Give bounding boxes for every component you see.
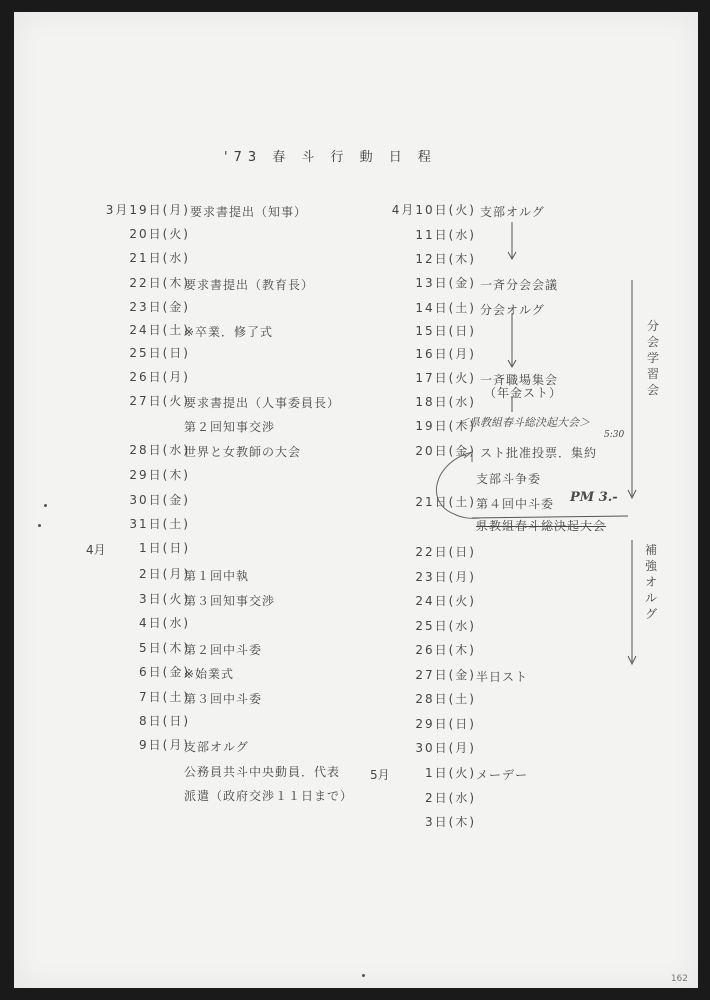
event-apr17-b: （年金スト）	[484, 386, 563, 400]
punch-mark-2	[38, 524, 41, 527]
event-apr9-c: 派遣（政府交渉１１日まで）	[184, 789, 354, 803]
event-mar28: 世界と女教師の大会	[184, 445, 302, 459]
right-date-apr27: 27日(金)	[415, 668, 476, 682]
right-date-may2: 2日(水)	[425, 791, 476, 805]
left-date-apr7: 7日(土)	[139, 690, 190, 704]
left-date-mar21: 21日(水)	[129, 251, 190, 265]
event-mar27-a: 要求書提出（人事委員長）	[184, 396, 341, 410]
right-date-may1: 1日(火)	[425, 766, 476, 780]
left-date-mar23: 23日(金)	[129, 300, 190, 314]
handwritten-insert-note: ＜県教組春斗総決起大会＞	[458, 416, 590, 429]
left-date-mar28: 28日(水)	[129, 443, 190, 457]
page-title: '73 春 斗 行 動 日 程	[224, 150, 437, 165]
left-date-apr5: 5日(木)	[139, 641, 190, 655]
right-date-apr24: 24日(火)	[415, 594, 476, 608]
left-date-mar30: 30日(金)	[129, 493, 190, 507]
left-date-apr2: 2日(月)	[139, 567, 190, 581]
left-date-apr8: 8日(日)	[139, 714, 190, 728]
event-apr21-a: 第４回中斗委	[476, 497, 555, 511]
right-date-apr11: 11日(水)	[415, 228, 476, 242]
left-date-mar24: 24日(土)	[129, 323, 190, 337]
left-date-apr9: 9日(月)	[139, 738, 190, 752]
right-date-apr15: 15日(日)	[415, 324, 476, 338]
left-date-mar27: 27日(火)	[129, 394, 190, 408]
right-date-apr25: 25日(水)	[415, 619, 476, 633]
event-apr6: ※始業式	[184, 667, 235, 681]
event-apr2: 第１回中執	[184, 569, 250, 583]
event-apr5: 第２回中斗委	[184, 643, 263, 657]
right-date-apr20: 20日(金)	[415, 444, 476, 458]
punch-mark-1	[44, 504, 47, 507]
left-date-mar29: 29日(木)	[129, 468, 190, 482]
right-date-apr26: 26日(木)	[415, 643, 476, 657]
event-apr13: 一斉分会会議	[480, 278, 559, 292]
right-date-apr23: 23日(月)	[415, 570, 476, 584]
left-date-mar26: 26日(月)	[129, 370, 190, 384]
right-date-apr22: 22日(日)	[415, 545, 476, 559]
side-label-hokyo-orugu: 補強オルグ	[644, 543, 657, 621]
right-date-apr21: 21日(土)	[415, 495, 476, 509]
left-date-apr3: 3日(火)	[139, 592, 190, 606]
right-date-apr19: 19日(木)	[415, 419, 476, 433]
event-apr14: 分会オルグ	[480, 303, 545, 317]
event-apr7: 第３回中斗委	[184, 692, 263, 706]
right-date-apr17: 17日(火)	[415, 371, 476, 385]
handwritten-loop-arrow	[436, 452, 480, 518]
right-date-may3: 3日(木)	[425, 815, 476, 829]
event-apr20-a: スト批准投票．集約	[480, 446, 598, 460]
handwritten-time-pm3: PM 3.-	[570, 490, 618, 505]
event-mar22: 要求書提出（教育長）	[184, 278, 315, 292]
punch-mark-3	[362, 974, 365, 977]
event-apr27: 半日スト	[476, 670, 529, 684]
right-date-apr10: 4月10日(火)	[391, 203, 476, 217]
annotation-arrows	[14, 12, 698, 988]
event-mar24: ※卒業．修了式	[184, 325, 274, 339]
left-date-apr4: 4日(水)	[139, 616, 190, 630]
left-date-mar25: 25日(日)	[129, 346, 190, 360]
month-may-label: 5月	[370, 768, 390, 782]
left-date-mar19: 3月19日(月)	[105, 203, 190, 217]
right-date-apr30: 30日(月)	[415, 741, 476, 755]
right-date-apr14: 14日(土)	[415, 301, 476, 315]
left-date-apr6: 6日(金)	[139, 665, 190, 679]
event-apr20-b: 支部斗争委	[476, 472, 542, 486]
month-april-label: 4月	[86, 543, 106, 557]
right-date-apr18: 18日(水)	[415, 395, 476, 409]
event-apr21-b-struck: 県教組春斗総決起大会	[476, 519, 607, 533]
event-apr9-b: 公務員共斗中央動員．代表	[184, 765, 341, 779]
event-apr10: 支部オルグ	[480, 205, 545, 219]
strike-line-taikai	[472, 516, 628, 518]
document-sheet	[14, 12, 698, 988]
event-mar27-b: 第２回知事交渉	[184, 420, 276, 434]
right-date-apr28: 28日(土)	[415, 692, 476, 706]
right-date-apr29: 29日(日)	[415, 717, 476, 731]
handwritten-time-530: 5:30	[604, 430, 625, 440]
event-mar19: 要求書提出（知事）	[190, 205, 308, 219]
side-label-bunkai-gakushukai: 分会学習会	[646, 319, 659, 397]
event-apr3: 第３回知事交渉	[184, 594, 276, 608]
left-date-mar20: 20日(火)	[129, 227, 190, 241]
left-date-mar31: 31日(土)	[129, 517, 190, 531]
event-may1: メーデー	[476, 768, 529, 782]
right-date-apr13: 13日(金)	[415, 276, 476, 290]
right-date-apr16: 16日(月)	[415, 347, 476, 361]
right-date-apr12: 12日(木)	[415, 252, 476, 266]
event-apr17-a: 一斉職場集会	[480, 373, 559, 387]
left-date-mar22: 22日(木)	[129, 276, 190, 290]
left-date-apr1: 1日(日)	[139, 541, 190, 555]
event-apr9-a: 支部オルグ	[184, 740, 249, 754]
page-number: 162	[670, 974, 688, 984]
